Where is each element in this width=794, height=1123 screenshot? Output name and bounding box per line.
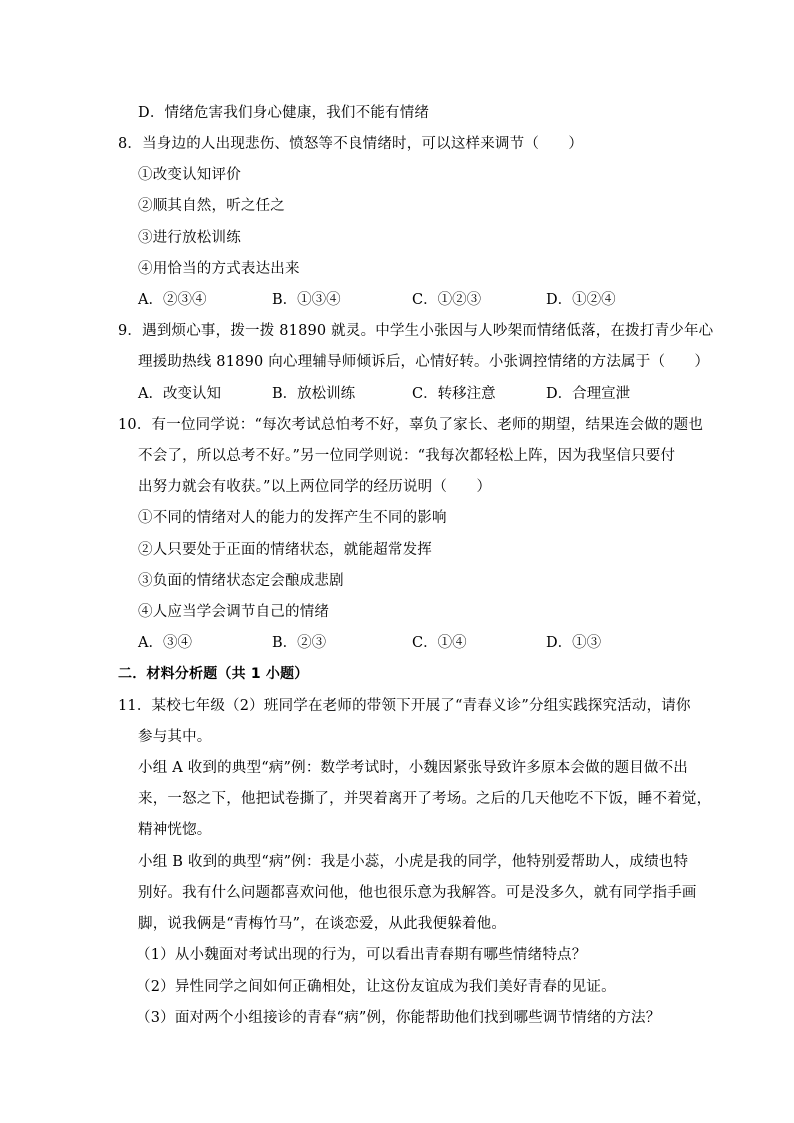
q8-option-b: B．①③④ xyxy=(272,292,341,308)
q11-group-a-line-2: 来，一怒之下，他把试卷撕了，并哭着离开了考场。之后的几天他吃不下饭，睡不着觉， xyxy=(138,791,712,807)
section-title: 二．材料分析题（共 1 小题） xyxy=(118,666,309,682)
q10-item-4: ④人应当学会调节自己的情绪 xyxy=(138,604,330,620)
q10-option-a: A．③④ xyxy=(138,635,192,651)
q9-option-c: C．转移注意 xyxy=(412,386,496,402)
q8-item-2: ②顺其自然，听之任之 xyxy=(138,198,285,214)
q9-option-a: A．改变认知 xyxy=(138,386,221,402)
q8-option-c: C．①②③ xyxy=(412,292,482,308)
q8-stem: 8．当身边的人出现悲伤、愤怒等不良情绪时，可以这样来调节（ ） xyxy=(118,136,584,152)
q11-group-a-line-3: 精神恍惚。 xyxy=(138,822,212,838)
q11-question-3: （3）面对两个小组接诊的青春“病”例，你能帮助他们找到哪些调节情绪的方法？ xyxy=(136,1010,661,1026)
q8-option-a: A．②③④ xyxy=(138,292,207,308)
q10-option-d: D．①③ xyxy=(546,635,602,651)
q9-stem-line-1: 9．遇到烦心事，拨一拨 81890 就灵。中学生小张因与人吵架而情绪低落，在拨打青少年心 xyxy=(118,323,714,339)
q8-item-4: ④用恰当的方式表达出来 xyxy=(138,261,300,277)
q10-stem-line-1: 10．有一位同学说：“每次考试总怕考不好，辜负了家长、老师的期望，结果连会做的题也 xyxy=(118,417,704,433)
q11-question-2: （2）异性同学之间如何正确相处，让这份友谊成为我们美好青春的见证。 xyxy=(136,979,616,995)
q9-option-d: D．合理宣泄 xyxy=(546,386,631,402)
q9-stem-line-2: 理援助热线 81890 向心理辅导师倾诉后，心情好转。小张调控情绪的方法属于（ ） xyxy=(138,354,710,370)
q10-item-1: ①不同的情绪对人的能力的发挥产生不同的影响 xyxy=(138,510,447,526)
q9-option-b: B．放松训练 xyxy=(272,386,356,402)
q7-option-d: D．情绪危害我们身心健康，我们不能有情绪 xyxy=(138,105,430,121)
q8-option-d: D．①②④ xyxy=(546,292,616,308)
q11-group-a-line-1: 小组 A 收到的典型“病”例：数学考试时，小魏因紧张导致许多原本会做的题目做不出 xyxy=(138,760,689,776)
q11-stem-line-1: 11．某校七年级（2）班同学在老师的带领下开展了“青春义诊”分组实践探究活动，请你 xyxy=(118,698,691,714)
q10-item-3: ③负面的情绪状态定会酿成悲剧 xyxy=(138,573,344,589)
q10-option-c: C．①④ xyxy=(412,635,467,651)
q11-group-b-line-2: 别好。我有什么问题都喜欢问他，他也很乐意为我解答。可是没多久，就有同学指手画 xyxy=(138,885,697,901)
q11-question-1: （1）从小魏面对考试出现的行为，可以看出青春期有哪些情绪特点？ xyxy=(136,947,587,963)
q10-option-b: B．②③ xyxy=(272,635,327,651)
q11-stem-line-2: 参与其中。 xyxy=(138,729,212,745)
q10-stem-line-2: 不会了，所以总考不好。”另一位同学则说：“我每次都轻松上阵，因为我坚信只要付 xyxy=(138,448,676,464)
q10-stem-line-3: 出努力就会有收获。”以上两位同学的经历说明（ ） xyxy=(138,479,492,495)
q11-group-b-line-3: 脚，说我俩是“青梅竹马”，在谈恋爱，从此我便躲着他。 xyxy=(138,916,507,932)
q10-item-2: ②人只要处于正面的情绪状态，就能超常发挥 xyxy=(138,542,432,558)
q8-item-3: ③进行放松训练 xyxy=(138,230,241,246)
q8-item-1: ①改变认知评价 xyxy=(138,167,241,183)
q11-group-b-line-1: 小组 B 收到的典型“病”例：我是小蕊，小虎是我的同学，他特别爱帮助人，成绩也特 xyxy=(138,854,689,870)
